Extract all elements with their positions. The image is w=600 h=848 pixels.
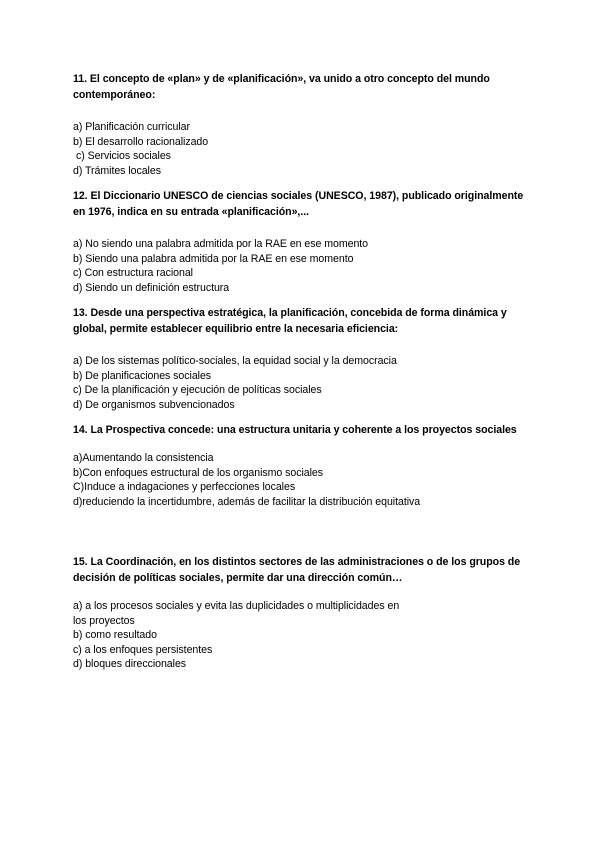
option-c: c) Con estructura racional <box>73 267 193 280</box>
option-a-continuation: los proyectos <box>73 614 135 627</box>
question-12 <box>73 188 533 295</box>
option-c: c) a los enfoques persistentes <box>73 643 213 656</box>
options-list <box>73 120 533 178</box>
options-list <box>73 599 533 672</box>
option-b: b) De planificaciones sociales <box>73 369 212 382</box>
option-d: d)reduciendo la incertidumbre, además de facilitar la distribución equitativa <box>73 495 421 508</box>
question-title: 15. La Coordinación, en los distintos sectores de las administraciones o de los grupos de decisión de políticas sociales, permite dar una dirección común… <box>73 556 521 584</box>
option-d: d) Siendo un definición estructura <box>73 281 230 294</box>
options-list <box>73 354 533 412</box>
option-d: d) bloques direccionales <box>73 658 187 671</box>
options-list <box>73 237 533 295</box>
option-a: a) Planificación curricular <box>73 121 190 133</box>
option-a: a) No siendo una palabra admitida por la RAE en ese momento <box>73 238 369 250</box>
option-b: b) Siendo una palabra admitida por la RAE en ese momento <box>73 252 354 265</box>
question-11 <box>73 71 533 178</box>
question-14 <box>73 422 533 509</box>
option-d: d) Trámites locales <box>73 164 161 177</box>
option-b: b) como resultado <box>73 629 157 642</box>
option-b: b) El desarrollo racionalizado <box>73 135 209 148</box>
question-13 <box>73 305 533 412</box>
question-title: 12. El Diccionario UNESCO de ciencias sociales (UNESCO, 1987), publicado originalmente en 1976, indica en su entrada «planificación»,... <box>73 190 524 218</box>
options-list <box>73 451 533 509</box>
option-a: a) De los sistemas político-sociales, la equidad social y la democracia <box>73 355 397 367</box>
question-15 <box>73 554 533 672</box>
option-c: C)Induce a indagaciones y perfecciones locales <box>73 481 296 494</box>
option-c: c) De la planificación y ejecución de políticas sociales <box>73 384 322 397</box>
option-b: b)Con enfoques estructural de los organismo sociales <box>73 466 324 479</box>
question-title: 13. Desde una perspectiva estratégica, la planificación, concebida de forma dinámica y global, permite establecer equilibrio entre la necesaria eficiencia: <box>73 307 507 335</box>
option-c: c) Servicios sociales <box>76 150 171 163</box>
option-d: d) De organismos subvencionados <box>73 398 235 411</box>
option-a: a) a los procesos sociales y evita las duplicidades o multiplicidades en <box>73 600 400 612</box>
option-a: a)Aumentando la consistencia <box>73 452 214 464</box>
question-title: 14. La Prospectiva concede: una estructura unitaria y coherente a los proyectos sociales <box>73 424 517 436</box>
question-title: 11. El concepto de «plan» y de «planificación», va unido a otro concepto del mundo contemporáneo: <box>73 73 490 101</box>
